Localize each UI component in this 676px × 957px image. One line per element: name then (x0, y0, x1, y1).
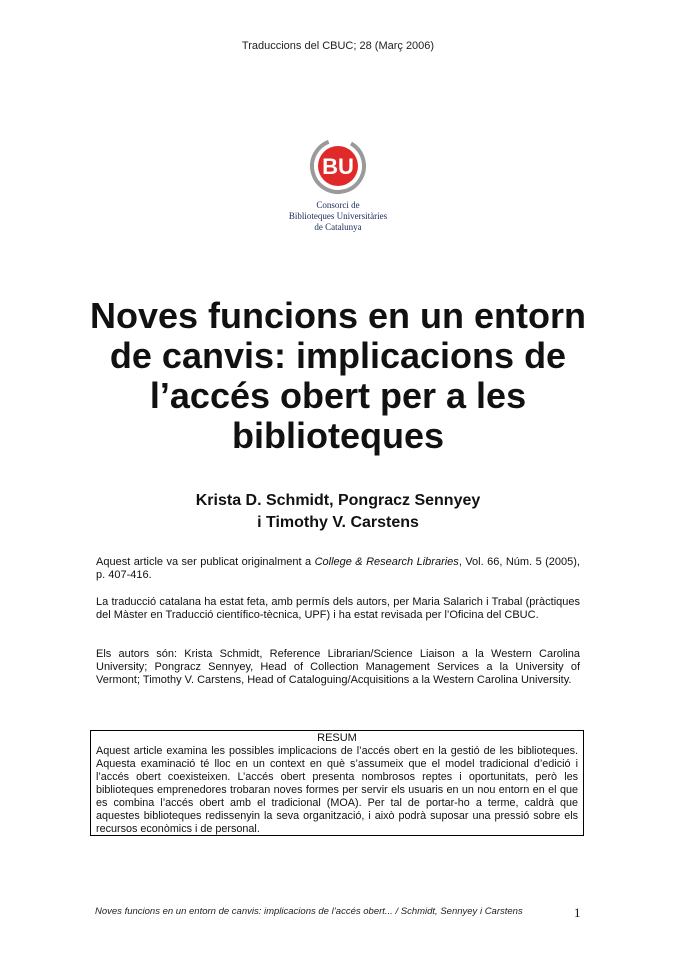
publication-note-text: Aquest article va ser publicat originalment a (96, 556, 315, 568)
logo-mark-text: BU (322, 154, 354, 179)
authors (60, 490, 616, 534)
logo-caption-line: de Catalunya (314, 222, 362, 232)
translation-note: La traducció catalana ha estat feta, amb permís dels autors, per Maria Salarich i Trabal (pràctiques del Màster en Traducció científico-tècnica, UPF) i ha estat revisada per l’Oficina del CBUC. (96, 596, 580, 621)
authors-line: i Timothy V. Carstens (257, 514, 419, 531)
publication-note-text: , Vol. 66, Núm. 5 (2005), p. 407-416. (96, 556, 580, 581)
title-line: Noves funcions en un entorn (89, 295, 587, 336)
logo-caption-line: Biblioteques Universitàries (288, 211, 388, 221)
logo-caption-line: Consorci de (316, 200, 360, 210)
logo-caption (238, 200, 438, 233)
authors-line: Krista D. Schmidt, Pongracz Sennyey (195, 492, 481, 509)
running-footer: Noves funcions en un entorn de canvis: implicacions de l’accés obert... / Schmidt, Sennyey i Carstens (95, 906, 523, 917)
page-number: 1 (574, 905, 581, 920)
publication-note (96, 556, 580, 582)
abstract-body: Aquest article examina les possibles implicacions de l’accés obert en la gestió de les biblioteques. Aquesta examinació té lloc en un context en què s’assumeix que el model tradicional d’edició i l’accés obert coexisteixen. L’accés obert presenta nombrosos reptes i oportunitats, però les biblioteques emprenedores trobaran noves formes per servir els usuaris en un nou entorn en el que es combina l’accés obert amb el tradicional (MOA). Per tal de portar-ho a terme, caldrà que aquestes biblioteques redissenyin la seva organització, i això podrà suposar una pressió sobre els recursos econòmics i de personal. (96, 745, 578, 835)
running-header: Traduccions del CBUC; 28 (Març 2006) (241, 40, 435, 52)
title-line: biblioteques (231, 415, 444, 456)
journal-name: College & Research Libraries (314, 556, 459, 568)
title-line: l’accés obert per a les (149, 375, 527, 416)
abstract-box (90, 730, 584, 836)
abstract-title: RESUM (317, 732, 357, 744)
title-line: de canvis: implicacions de (109, 335, 567, 376)
document-title (60, 296, 616, 456)
authors-affiliations: Els autors són: Krista Schmidt, Reference Librarian/Science Liaison a la Western Carolina University; Pongracz Sennyey, Head of Collection Management Services a la University of Vermont; Timothy V. Carstens, Head of Cataloguing/Acquisitions a la Western Carolina University. (96, 648, 580, 686)
